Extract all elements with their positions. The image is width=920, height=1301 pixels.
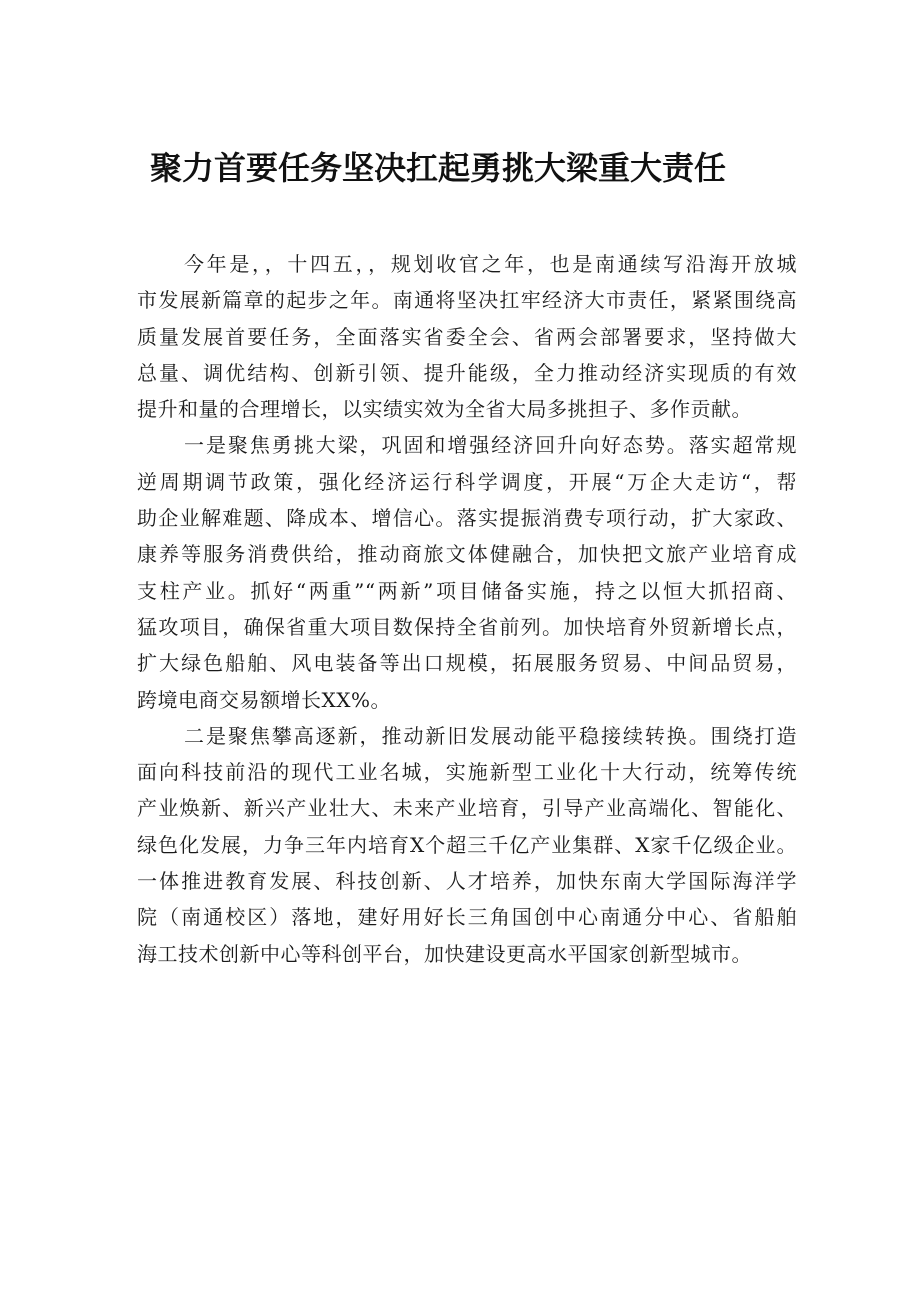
paragraph-line: 一是聚焦勇挑大梁，巩固和增强经济回升向好态势。落实超常规 — [184, 433, 797, 458]
document-body — [137, 246, 797, 972]
paragraph-line: 市发展新篇章的起步之年。南通将坚决扛牢经济大市责任，紧紧围绕高 — [137, 288, 797, 313]
paragraph-line: 扩大绿色船舶、风电装备等出口规模，拓展服务贸易、中间品贸易， — [137, 651, 797, 676]
document-title: 聚力首要任务坚决扛起勇挑大梁重大责任 — [150, 149, 727, 187]
paragraph-1 — [137, 246, 797, 427]
paragraph-line: 提升和量的合理增长，以实绩实效为全省大局多挑担子、多作贡献。 — [137, 397, 752, 422]
paragraph-line: 绿色化发展，力争三年内培育X个超三千亿产业集群、X家千亿级企业。 — [137, 832, 797, 857]
paragraph-line: 总量、调优结构、创新引领、提升能级，全力推动经济实现质的有效 — [137, 360, 797, 385]
paragraph-line: 院（南通校区）落地，建好用好长三角国创中心南通分中心、省船舶 — [137, 905, 797, 930]
paragraph-line: 今年是，，十四五，，规划收官之年，也是南通续写沿海开放城 — [184, 252, 797, 276]
paragraph-line: 质量发展首要任务，全面落实省委全会、省两会部署要求，坚持做大 — [137, 324, 797, 349]
paragraph-line: 二是聚焦攀高逐新，推动新旧发展动能平稳接续转换。围绕打造 — [184, 723, 797, 748]
paragraph-line: 助企业解难题、降成本、增信心。落实提振消费专项行动，扩大家政、 — [137, 506, 797, 531]
paragraph-line: 康养等服务消费供给，推动商旅文体健融合，加快把文旅产业培育成 — [137, 542, 797, 567]
paragraph-line: 支柱产业。抓好“两重”“两新”项目储备实施，持之以恒大抓招商、 — [137, 578, 797, 603]
paragraph-line: 海工技术创新中心等科创平台，加快建设更高水平国家创新型城市。 — [137, 941, 752, 966]
paragraph-line: 猛攻项目，确保省重大项目数保持全省前列。加快培育外贸新增长点， — [137, 614, 797, 639]
paragraph-line: 逆周期调节政策，强化经济运行科学调度，开展“万企大走访“，帮 — [137, 469, 797, 494]
paragraph-2 — [137, 427, 797, 717]
paragraph-line: 产业焕新、新兴产业壮大、未来产业培育，引导产业高端化、智能化、 — [137, 796, 797, 821]
paragraph-line: 一体推进教育发展、科技创新、人才培养，加快东南大学国际海洋学 — [137, 869, 797, 894]
paragraph-3 — [137, 718, 797, 972]
paragraph-line: 跨境电商交易额增长XX%。 — [137, 687, 391, 712]
paragraph-line: 面向科技前沿的现代工业名城，实施新型工业化十大行动，统筹传统 — [137, 760, 797, 785]
